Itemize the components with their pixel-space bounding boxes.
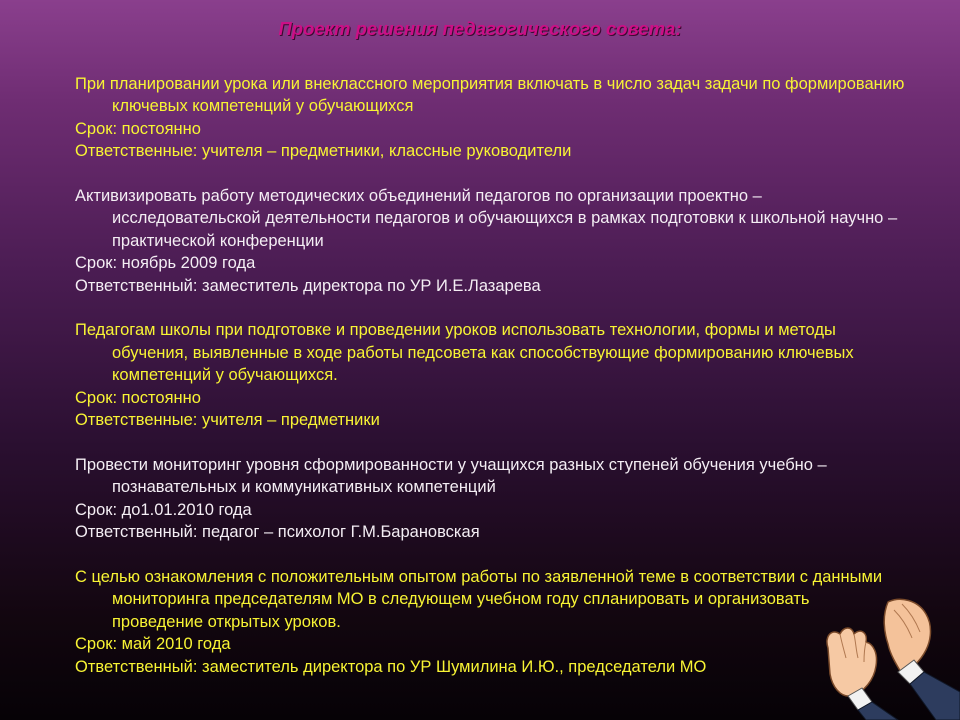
decision-responsible: Ответственный: заместитель директора по УР Шумилина И.Ю., председатели МО [75, 657, 707, 676]
decision-responsible: Ответственный: заместитель директора по УР И.Е.Лазарева [75, 276, 541, 295]
decision-deadline: Срок: май 2010 года [75, 635, 231, 654]
decision-item-2 [75, 185, 905, 297]
decision-text: Провести мониторинг уровня сформированности у учащихся разных ступеней обучения учебно – познавательных и коммуникативных компетенций [75, 455, 827, 497]
slide-title: Проект решения педагогического совета: [278, 18, 682, 39]
decision-item-5 [75, 566, 905, 678]
decision-text: При планировании урока или внеклассного мероприятия включать в число задач задачи по формированию ключевых компетенций у обучающихся [75, 75, 905, 116]
decision-item-1 [75, 73, 905, 163]
decision-responsible: Ответственный: педагог – психолог Г.М.Барановская [75, 523, 480, 542]
decision-text: С целью ознакомления с положительным опытом работы по заявленной теме в соответствии с данными мониторинга председателям МО в следующем учебном году спланировать и организовать проведение открытых уроков. [75, 567, 883, 631]
decision-text: Педагогам школы при подготовке и проведении уроков использовать технологии, формы и методы обучения, выявленные в ходе работы педсовета как способствующие формированию ключевых компетенций у обучающихся. [75, 321, 854, 385]
decision-list [75, 73, 905, 700]
decision-deadline: Срок: постоянно [75, 388, 201, 407]
decision-text: Активизировать работу методических объединений педагогов по организации проектно – исследовательской деятельности педагогов и обучающихся в рамках подготовки к школьной научно – практической конференции [75, 187, 898, 250]
clapping-hands-icon [818, 588, 960, 720]
decision-deadline: Срок: ноябрь 2009 года [75, 254, 256, 273]
decision-item-4 [75, 454, 905, 544]
decision-deadline: Срок: до1.01.2010 года [75, 500, 252, 519]
decision-deadline: Срок: постоянно [75, 119, 201, 138]
decision-item-3 [75, 319, 905, 431]
decision-responsible: Ответственные: учителя – предметники [75, 411, 380, 430]
decision-responsible: Ответственные: учителя – предметники, классные руководители [75, 142, 572, 161]
